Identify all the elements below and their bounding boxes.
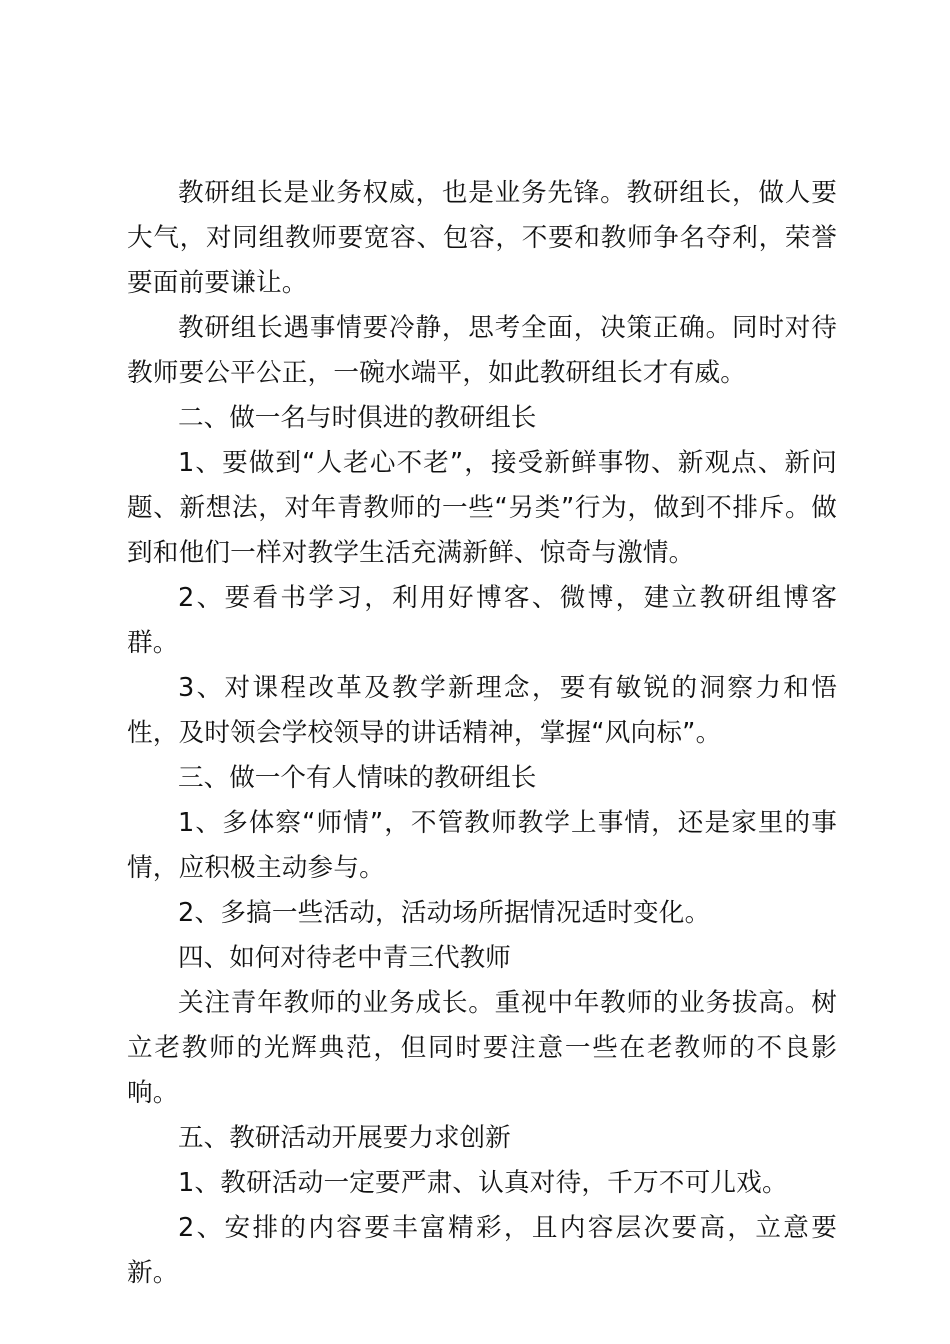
paragraph-2: 教研组长遇事情要冷静，思考全面，决策正确。同时对待教师要公平公正，一碗水端平，如此教研组长才有威。 [127,313,837,388]
paragraph-2-1: 1、要做到“人老心不老”，接受新鲜事物、新观点、新问题、新想法，对年青教师的一些“另类”行为，做到不排斥。做到和他们一样对教学生活充满新鲜、惊奇与激情。 [127,448,837,568]
section-heading-3: 三、做一个有人情味的教研组长 [178,763,537,793]
section-heading-4: 四、如何对待老中青三代教师 [178,943,511,973]
paragraph-2-3: 3、对课程改革及教学新理念，要有敏锐的洞察力和悟性，及时领会学校领导的讲话精神，掌握“风向标”。 [127,673,837,748]
paragraph-1: 教研组长是业务权威，也是业务先锋。教研组长，做人要大气，对同组教师要宽容、包容，不要和教师争名夺利，荣誉要面前要谦让。 [127,178,837,298]
paragraph-2-2: 2、要看书学习，利用好博客、微博，建立教研组博客群。 [127,583,837,658]
section-heading-5: 五、教研活动开展要力求创新 [178,1123,511,1153]
section-heading-2: 二、做一名与时俱进的教研组长 [178,403,537,433]
paragraph-4-1: 关注青年教师的业务成长。重视中年教师的业务拔高。树立老教师的光辉典范，但同时要注意一些在老教师的不良影响。 [127,988,837,1108]
paragraph-3-2: 2、多搞一些活动，活动场所据情况适时变化。 [178,898,711,928]
paragraph-3-1: 1、多体察“师情”，不管教师教学上事情，还是家里的事情，应积极主动参与。 [127,808,837,883]
paragraph-5-2: 2、安排的内容要丰富精彩，且内容层次要高，立意要新。 [127,1213,837,1288]
document-body [127,171,837,1296]
paragraph-5-1: 1、教研活动一定要严肃、认真对待，千万不可儿戏。 [178,1168,788,1198]
